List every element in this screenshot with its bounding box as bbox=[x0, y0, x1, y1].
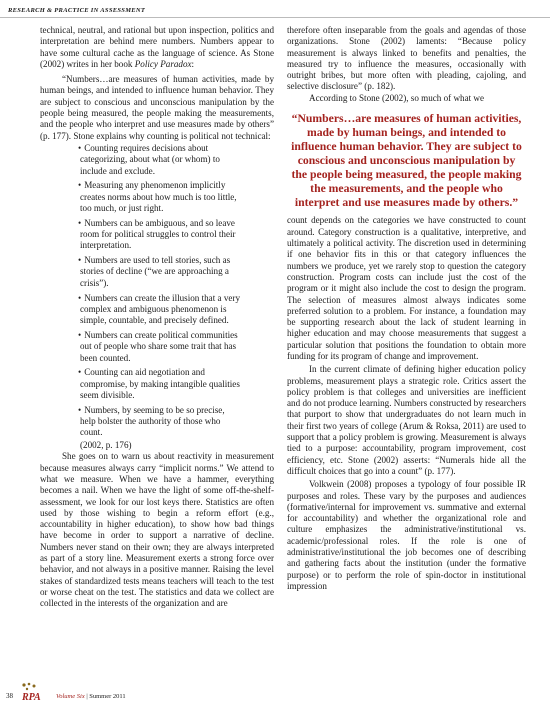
right-paragraph-3: count depends on the categories we have constructed to count around. Category construction is a qualitative, interpretive, and ultimately a political activity. The discretion used in determining if one behavior fits in this or that category influences the numbers we produce, yet we rarely stop to question the category construction. Program costs can include just the cost of the program or it might also include the cost to design the program. The selection of measures almost always indicates some preferred solution to a problem. For instance, a foundation may be supporting research about the lack of student learning in higher education and may choose measurements that suggest a particular solution that positions the foundation to obtain more funding for its program of change and improvement. bbox=[287, 215, 526, 361]
list-item: • Counting can aid negotiation and compromise, by making intangible qualities seem divisible. bbox=[80, 367, 242, 401]
book-title: Policy Paradox bbox=[134, 58, 192, 69]
list-item: • Numbers can create the illusion that a very complex and ambiguous phenomenon is simple, countable, and precisely defined. bbox=[80, 293, 242, 327]
left-column bbox=[40, 25, 274, 610]
list-item: • Numbers are used to tell stories, such as stories of decline (“we are approaching a crisis”). bbox=[80, 255, 242, 289]
logo-text: RPA bbox=[22, 692, 41, 703]
bullets-citation: (2002, p. 176) bbox=[80, 440, 132, 451]
right-paragraph-4: In the current climate of defining higher education policy problems, measurement plays a strategic role. Critics assert the policy problem is that colleges and universities are inefficient and do not produce learning. Numbers constructed by researchers that purport to show that undergraduates do not learn much in their first two years of college (Arum & Roksa, 2011) are used to support that a policy problem is growing. Measurement is always tied to a purpose: accountability, program improvement, cost efficiency, etc. Stone (2002) asserts: “Numerals hide all the difficult choices that go into a count” (p. 177). bbox=[287, 364, 526, 476]
stone-quote: “Numbers…are measures of human activities, made by human beings, and intended to influence human behavior. They are subject to conscious and unconscious manipulation by the people being measured, the people making the measurements, and the people who interpret and use measures made by others” (p. 177). Stone explains why counting is political not technical: bbox=[40, 74, 274, 141]
list-item: • Numbers can create political communities out of people who share some trait that has been counted. bbox=[80, 330, 242, 364]
list-item: • Counting requires decisions about categorizing, about what (or whom) to include and exclude. bbox=[80, 143, 242, 177]
rpa-logo-icon bbox=[19, 681, 53, 703]
volume-label: Volume Six bbox=[56, 693, 85, 700]
list-item: • Numbers, by seeming to be so precise, help bolster the authority of those who count. bbox=[80, 405, 242, 439]
page-footer bbox=[6, 680, 306, 704]
issue-info bbox=[56, 693, 126, 700]
header-divider bbox=[0, 17, 550, 18]
left-paragraph-1 bbox=[40, 25, 274, 70]
p1-text: technical, neutral, and rational but upon inspection, politics and interpretation are behind mere numbers. Numbers appear to have some cultural cache as the language of science. As Stone (2002) writes in her book bbox=[40, 25, 274, 69]
left-paragraph-2: She goes on to warn us about reactivity in measurement because measures always carry “implicit norms.” We attend to what we measure. When we have a hammer, everything becomes a nail. When we have the light of some off-the-shelf- assessment, we look for our lost keys there. Statistics are often used by those wishing to begin a reform effort (e.g., accountability in higher education), to show how bad things have become in order to support a narrative of decline. Numbers never stand on their own; they are always interpreted as part of a story line. Measurement exerts a strong force over behavior, and not always in a positive manner. Raising the level stakes of standardized tests means teachers will teach to the test or worse cheat on the test. The statistics and data we collect are collected in the interests of the organization and are bbox=[40, 451, 274, 609]
page-number: 38 bbox=[6, 692, 13, 700]
right-paragraph-2: According to Stone (2002), so much of what we bbox=[309, 92, 485, 103]
p1-colon: : bbox=[191, 58, 195, 69]
right-paragraph-5: Volkwein (2008) proposes a typology of four possible IR purposes and roles. These vary by the purposes and audiences (formative/internal for improvement vs. summative and external for accountability) and whether the organizational role and culture emphasizes the administrative/institutional vs. academic/professional roles. If the role is one of administrative/institutional the job becomes one of describing and gathering facts about the institution (under the formative purpose) or to perform the role of spin-doctor in institutional impression bbox=[287, 479, 526, 591]
pull-quote: “Numbers…are measures of human activities, made by human beings, and intended to influence human behavior. They are subject to conscious and unconscious manipulation by the people being measured, the people making the measurements, and the people who interpret and use measures made by others.” bbox=[291, 112, 522, 209]
bullet-list bbox=[40, 143, 274, 439]
list-item: • Measuring any phenomenon implicitly creates norms about how much is too little, too much, or just right. bbox=[80, 180, 242, 214]
running-head: RESEARCH & PRACTICE IN ASSESSMENT bbox=[8, 7, 146, 14]
right-paragraph-1: therefore often inseparable from the goals and agendas of those organizations. Stone (2002) laments: “Because policy measurement is always linked to benefits and penalties, the measured try to influence the measures, occasionally with outright bribes, but more often with pleading, cajoling, and selective disclosure” (p. 182). bbox=[287, 25, 526, 92]
issue-label: | Summer 2011 bbox=[84, 693, 126, 700]
list-item: • Numbers can be ambiguous, and so leave room for political struggles to control their interpretation. bbox=[80, 218, 242, 252]
right-column bbox=[287, 25, 526, 592]
